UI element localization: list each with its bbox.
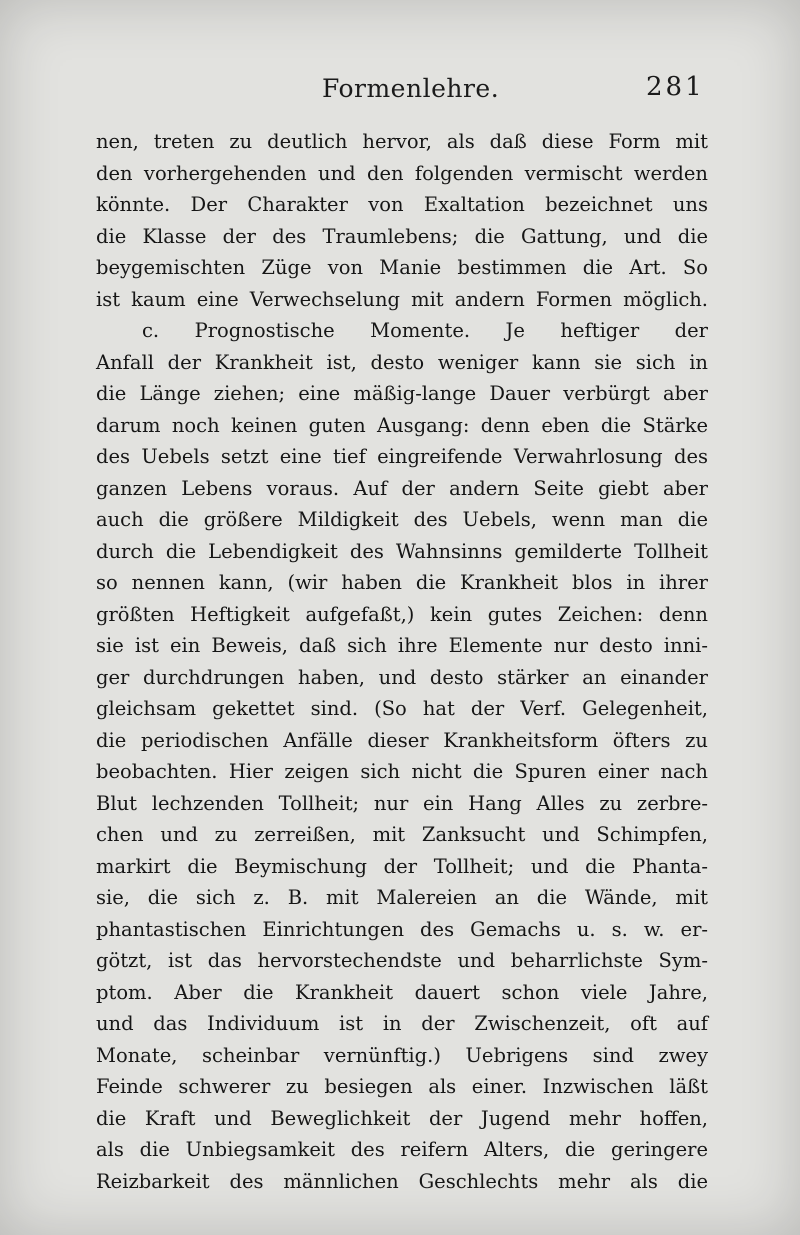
text-line: chen und zu zerreißen, mit Zanksucht und Schimpfen, <box>96 823 708 846</box>
text-line: götzt, ist das hervorstechendste und beharrlichste Sym- <box>96 949 708 972</box>
text-line: beobachten. Hier zeigen sich nicht die Spuren einer nach <box>96 760 708 783</box>
running-head: Formenlehre. <box>322 74 500 103</box>
page-header <box>0 70 800 114</box>
text-line: Feinde schwerer zu besiegen als einer. Inzwischen läßt <box>96 1075 708 1098</box>
text-line: Blut lechzenden Tollheit; nur ein Hang Alles zu zerbre- <box>96 791 708 815</box>
text-line: Reizbarkeit des männlichen Geschlechts mehr als die <box>96 1169 708 1193</box>
text-line: sie, die sich z. B. mit Malereien an die Wände, mit <box>96 886 708 909</box>
text-line: sie ist ein Beweis, daß sich ihre Elemente nur desto inni- <box>96 634 708 657</box>
text-line: ger durchdrungen haben, und desto stärker an einander <box>96 665 708 689</box>
text-line: nen, treten zu deutlich hervor, als daß diese Form mit <box>96 130 708 153</box>
text-line: die Kraft und Beweglichkeit der Jugend mehr hoffen, <box>96 1106 708 1130</box>
page-number: 281 <box>646 72 705 102</box>
text-line: die periodischen Anfälle dieser Krankheitsform öfters zu <box>96 728 708 752</box>
text-line: Anfall der Krankheit ist, desto weniger kann sie sich in <box>96 350 708 374</box>
text-line: darum noch keinen guten Ausgang: denn eben die Stärke <box>96 413 708 437</box>
text-line: größten Heftigkeit aufgefaßt,) kein gutes Zeichen: denn <box>96 602 708 626</box>
text-line: und das Individuum ist in der Zwischenzeit, oft auf <box>96 1012 708 1035</box>
text-line: könnte. Der Charakter von Exaltation bezeichnet uns <box>96 193 708 216</box>
text-line: den vorhergehenden und den folgenden vermischt werden <box>96 161 708 185</box>
text-line: gleichsam gekettet sind. (So hat der Verf. Gelegenheit, <box>96 697 708 720</box>
text-line: markirt die Beymischung der Tollheit; und die Phanta- <box>96 854 708 878</box>
text-line: Monate, scheinbar vernünftig.) Uebrigens sind zwey <box>96 1043 708 1067</box>
text-line: ptom. Aber die Krankheit dauert schon viele Jahre, <box>96 980 708 1004</box>
text-line: als die Unbiegsamkeit des reifern Alters, die geringere <box>96 1138 708 1161</box>
text-line: die Länge ziehen; eine mäßig-lange Dauer verbürgt aber <box>96 382 708 405</box>
text-line: durch die Lebendigkeit des Wahnsinns gemilderte Tollheit <box>96 539 708 563</box>
text-line: ganzen Lebens voraus. Auf der andern Seite giebt aber <box>96 476 708 500</box>
text-line: des Uebels setzt eine tief eingreifende Verwahrlosung des <box>96 445 708 468</box>
text-line: ist kaum eine Verwechselung mit andern Formen möglich. <box>96 287 708 311</box>
section-heading-line: c. Prognostische Momente. Je heftiger der <box>142 319 708 342</box>
text-line: phantastischen Einrichtungen des Gemachs u. s. w. er- <box>96 917 708 941</box>
text-line: die Klasse der des Traumlebens; die Gattung, und die <box>96 224 708 248</box>
text-line: so nennen kann, (wir haben die Krankheit blos in ihrer <box>96 571 708 594</box>
text-line: auch die größere Mildigkeit des Uebels, wenn man die <box>96 508 708 531</box>
text-line: beygemischten Züge von Manie bestimmen die Art. So <box>96 256 708 279</box>
